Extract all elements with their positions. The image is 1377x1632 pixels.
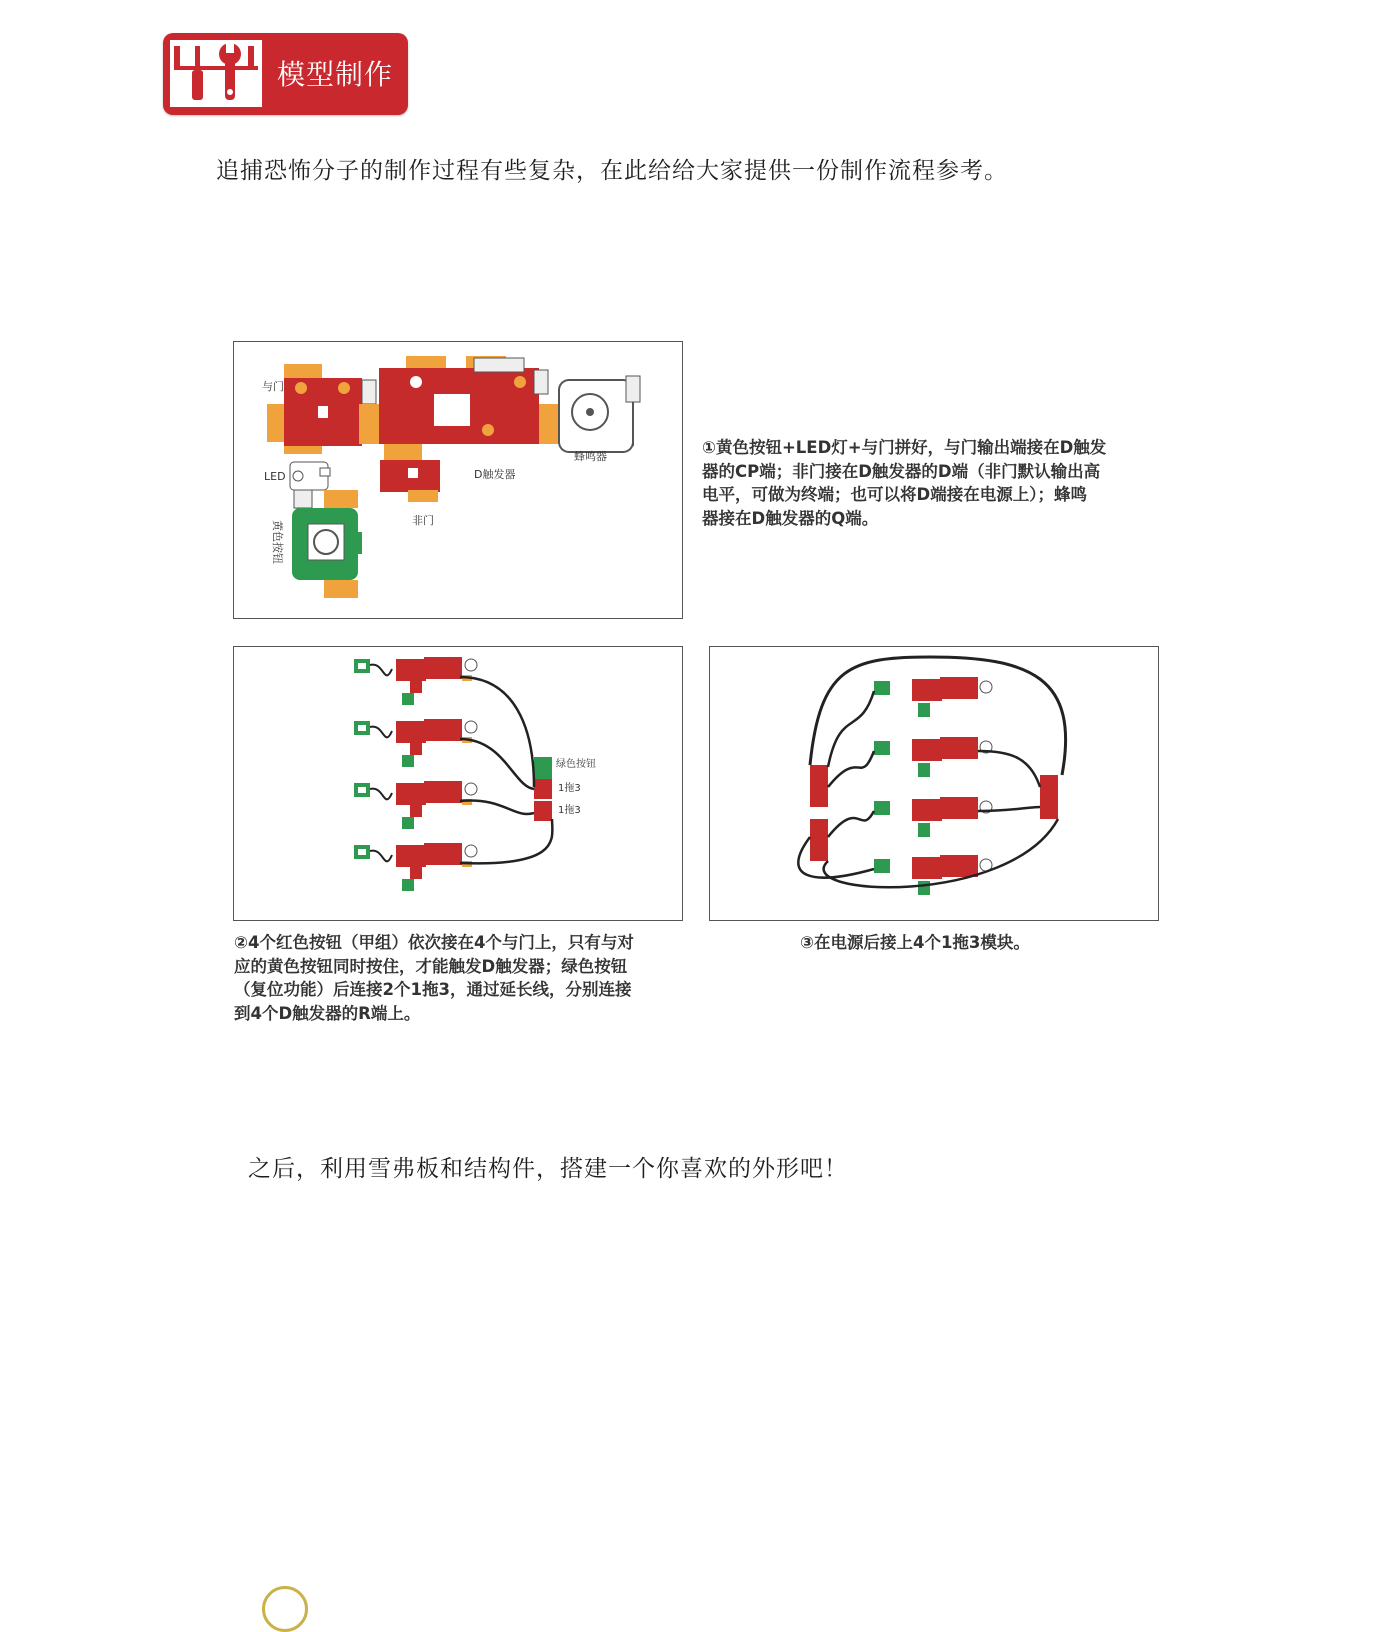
yellow-button-module [292,508,362,598]
outro-paragraph: 之后，利用雪弗板和结构件，搭建一个你喜欢的外形吧！ [248,1156,848,1182]
d-flipflop-module [359,356,558,444]
buzzer-module [559,376,640,452]
diagram-3-caption: ③在电源后接上4个1拖3模块。 [800,933,1030,952]
circuit-row-2 [874,737,992,777]
circuit-row-4 [354,843,477,891]
diagram-3-panel [709,646,1159,921]
diagram-1-circuit [234,342,682,618]
section-title: 模型制作 [277,58,394,91]
label-buzzer: 蜂鸣器 [574,450,607,463]
splitter-module-a [534,779,552,799]
green-button-module [534,757,552,779]
label-and-gate: 与门 [262,380,284,393]
label-d-flipflop: D触发器 [474,468,516,481]
diagram-2-circuit [234,647,682,920]
label-splitter-b: 1拖3 [558,805,581,816]
section-header-badge [163,33,408,115]
diagram-3-circuit [710,647,1158,920]
not-gate-module [380,444,440,502]
page-ring-decoration [262,1586,308,1632]
label-led: LED [264,470,286,483]
splitter-left-top [810,765,828,807]
circuit-row-1 [874,677,992,717]
diagram-2-panel [233,646,683,921]
screwdriver-wrench-icon [170,40,262,107]
label-splitter-a: 1拖3 [558,783,581,794]
label-not-gate: 非门 [412,514,434,527]
led-module [290,462,358,508]
splitter-module-b [534,801,552,821]
diagram-1-caption: ①黄色按钮+LED灯+与门拼好，与门输出端接在D触发 器的CP端；非门接在D触发器的D端（非门默认输出高 电平，可做为终端；也可以将D端接在电源上）；蜂鸣 器接在D触发器的Q端。 [702,438,1107,528]
circuit-row-1 [354,657,477,705]
splitter-right [1040,775,1058,819]
circuit-row-3 [874,797,992,837]
diagram-2-caption: ②4个红色按钮（甲组）依次接在4个与门上，只有与对 应的黄色按钮同时按住，才能触发D触发器；绿色按钮 （复位功能）后连接2个1拖3，通过延长线，分别连接 到4个D触发器的R端上。 [234,933,634,1023]
label-green-button: 绿色按钮 [556,759,596,770]
splitter-left-bottom [810,819,828,861]
circuit-row-2 [354,719,477,767]
diagram-1-panel [233,341,683,619]
intro-paragraph: 追捕恐怖分子的制作过程有些复杂，在此给给大家提供一份制作流程参考。 [216,158,1008,184]
tool-icon-box [170,40,262,107]
label-yellow-button: 黄色按钮 [271,520,284,564]
circuit-row-3 [354,781,477,829]
